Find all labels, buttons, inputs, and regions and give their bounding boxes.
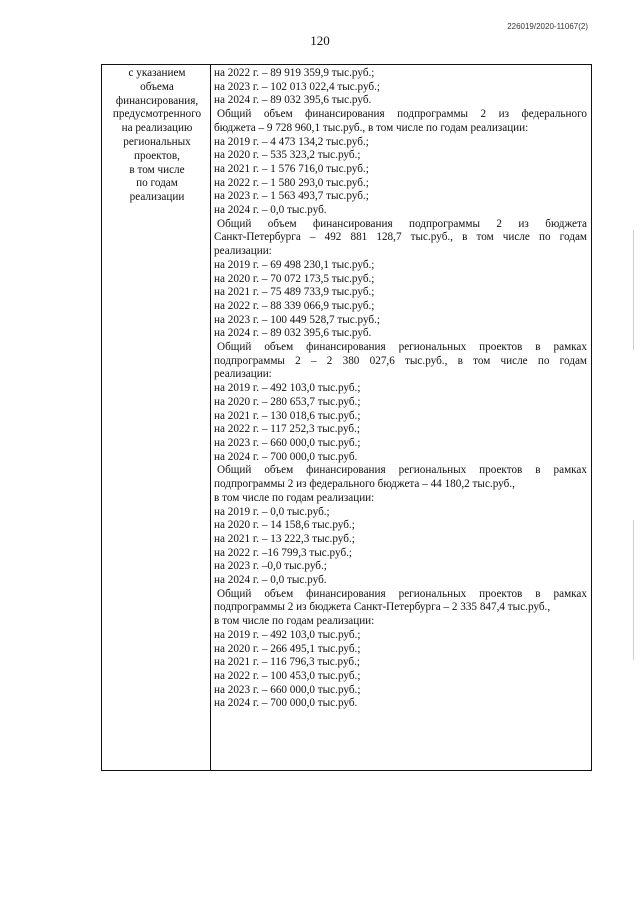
label-line: на реализацию [121,122,193,135]
paragraph-line: подпрограммы 2 – 2 380 027,6 тыс.руб., в том числе по годам [214,354,587,367]
label-line: по годам [136,177,178,190]
label-line: региональных [123,135,191,148]
year-amount-line: на 2023 г. – 660 000,0 тыс.руб.; [214,683,361,696]
year-amount-line: на 2024 г. – 700 000,0 тыс.руб. [214,697,358,710]
year-amount-line: на 2020 г. – 266 495,1 тыс.руб.; [214,642,361,655]
year-amount-line: на 2022 г. – 117 252,3 тыс.руб.; [214,423,361,436]
paragraph-line: Общий объем финансирования подпрограммы 2 из федерального [217,108,587,121]
paragraph-line: в том числе по годам реализации: [214,491,375,504]
year-amount-line: на 2023 г. – 100 449 528,7 тыс.руб.; [214,313,381,326]
scan-margin-mark [633,230,634,350]
label-line: финансирования, [115,94,199,107]
financing-table [101,64,592,771]
year-amount-line: на 2022 г. – 1 580 293,0 тыс.руб.; [214,176,369,189]
scan-margin-mark [633,520,634,660]
table-label-cell [105,67,209,205]
paragraph-line: Санкт-Петербурга – 492 881 128,7 тыс.руб., в том числе по годам [214,231,587,244]
paragraph-line: Общий объем финансирования региональных проектов в рамках [217,464,587,477]
paragraph-line: подпрограммы 2 из федерального бюджета – 44 180,2 тыс.руб., [214,478,515,491]
label-line: с указанием [128,67,186,79]
document-registration-number: 226019/2020-11067(2) [507,22,588,31]
year-amount-line: на 2022 г. – 89 919 359,9 тыс.руб.; [214,67,375,79]
paragraph-line: в том числе по годам реализации: [214,615,375,628]
column-divider [210,65,211,770]
year-amount-line: на 2020 г. – 280 653,7 тыс.руб.; [214,395,361,408]
year-amount-line: на 2019 г. – 4 473 134,2 тыс.руб.; [214,135,369,148]
paragraph-line: Общий объем финансирования региональных проектов в рамках [217,341,587,354]
paragraph-line: реализации: [214,368,272,381]
paragraph-line: бюджета – 9 728 960,1 тыс.руб., в том числе по годам реализации: [214,121,529,134]
label-line: объема [140,80,174,93]
year-amount-line: на 2021 г. – 75 489 733,9 тыс.руб.; [214,286,375,299]
year-amount-line: на 2024 г. – 0,0 тыс.руб. [214,204,327,217]
year-amount-line: на 2021 г. – 130 018,6 тыс.руб.; [214,409,361,422]
paragraph-line: подпрограммы 2 из бюджета Санкт-Петербурга – 2 335 847,4 тыс.руб., [214,601,551,614]
paragraph-line: Общий объем финансирования подпрограммы 2 из бюджета [217,217,587,230]
label-line: предусмотренного [112,108,202,121]
year-amount-line: на 2021 г. – 116 796,3 тыс.руб.; [214,656,361,669]
paragraph-line: Общий объем финансирования региональных проектов в рамках [217,587,587,600]
year-amount-line: на 2019 г. – 492 103,0 тыс.руб.; [214,628,361,641]
table-content-cell [214,67,587,711]
year-amount-line: на 2022 г. – 100 453,0 тыс.руб.; [214,669,361,682]
year-amount-line: на 2019 г. – 0,0 тыс.руб.; [214,505,330,518]
year-amount-line: на 2019 г. – 69 498 230,1 тыс.руб.; [214,258,375,271]
label-line: проектов, [134,149,180,162]
label-line: в том числе [129,163,185,176]
year-amount-line: на 2020 г. – 14 158,6 тыс.руб.; [214,519,355,532]
year-amount-line: на 2019 г. – 492 103,0 тыс.руб.; [214,382,361,395]
label-line: реализации [129,191,185,204]
year-amount-line: на 2023 г. – 660 000,0 тыс.руб.; [214,436,361,449]
year-amount-line: на 2022 г. –16 799,3 тыс.руб.; [214,546,353,559]
year-amount-line: на 2024 г. – 700 000,0 тыс.руб. [214,450,358,463]
page-number: 120 [310,33,330,48]
year-amount-line: на 2024 г. – 89 032 395,6 тыс.руб. [214,94,372,107]
year-amount-line: на 2023 г. – 1 563 493,7 тыс.руб.; [214,190,369,203]
year-amount-line: на 2021 г. – 13 222,3 тыс.руб.; [214,532,355,545]
year-amount-line: на 2024 г. – 89 032 395,6 тыс.руб. [214,327,372,340]
year-amount-line: на 2020 г. – 535 323,2 тыс.руб.; [214,149,361,162]
year-amount-line: на 2024 г. – 0,0 тыс.руб. [214,574,327,587]
year-amount-line: на 2022 г. – 88 339 066,9 тыс.руб.; [214,299,375,312]
year-amount-line: на 2023 г. – 102 013 022,4 тыс.руб.; [214,80,381,93]
paragraph-line: реализации: [214,245,272,258]
year-amount-line: на 2021 г. – 1 576 716,0 тыс.руб.; [214,162,369,175]
year-amount-line: на 2020 г. – 70 072 173,5 тыс.руб.; [214,272,375,285]
year-amount-line: на 2023 г. –0,0 тыс.руб.; [214,560,327,573]
